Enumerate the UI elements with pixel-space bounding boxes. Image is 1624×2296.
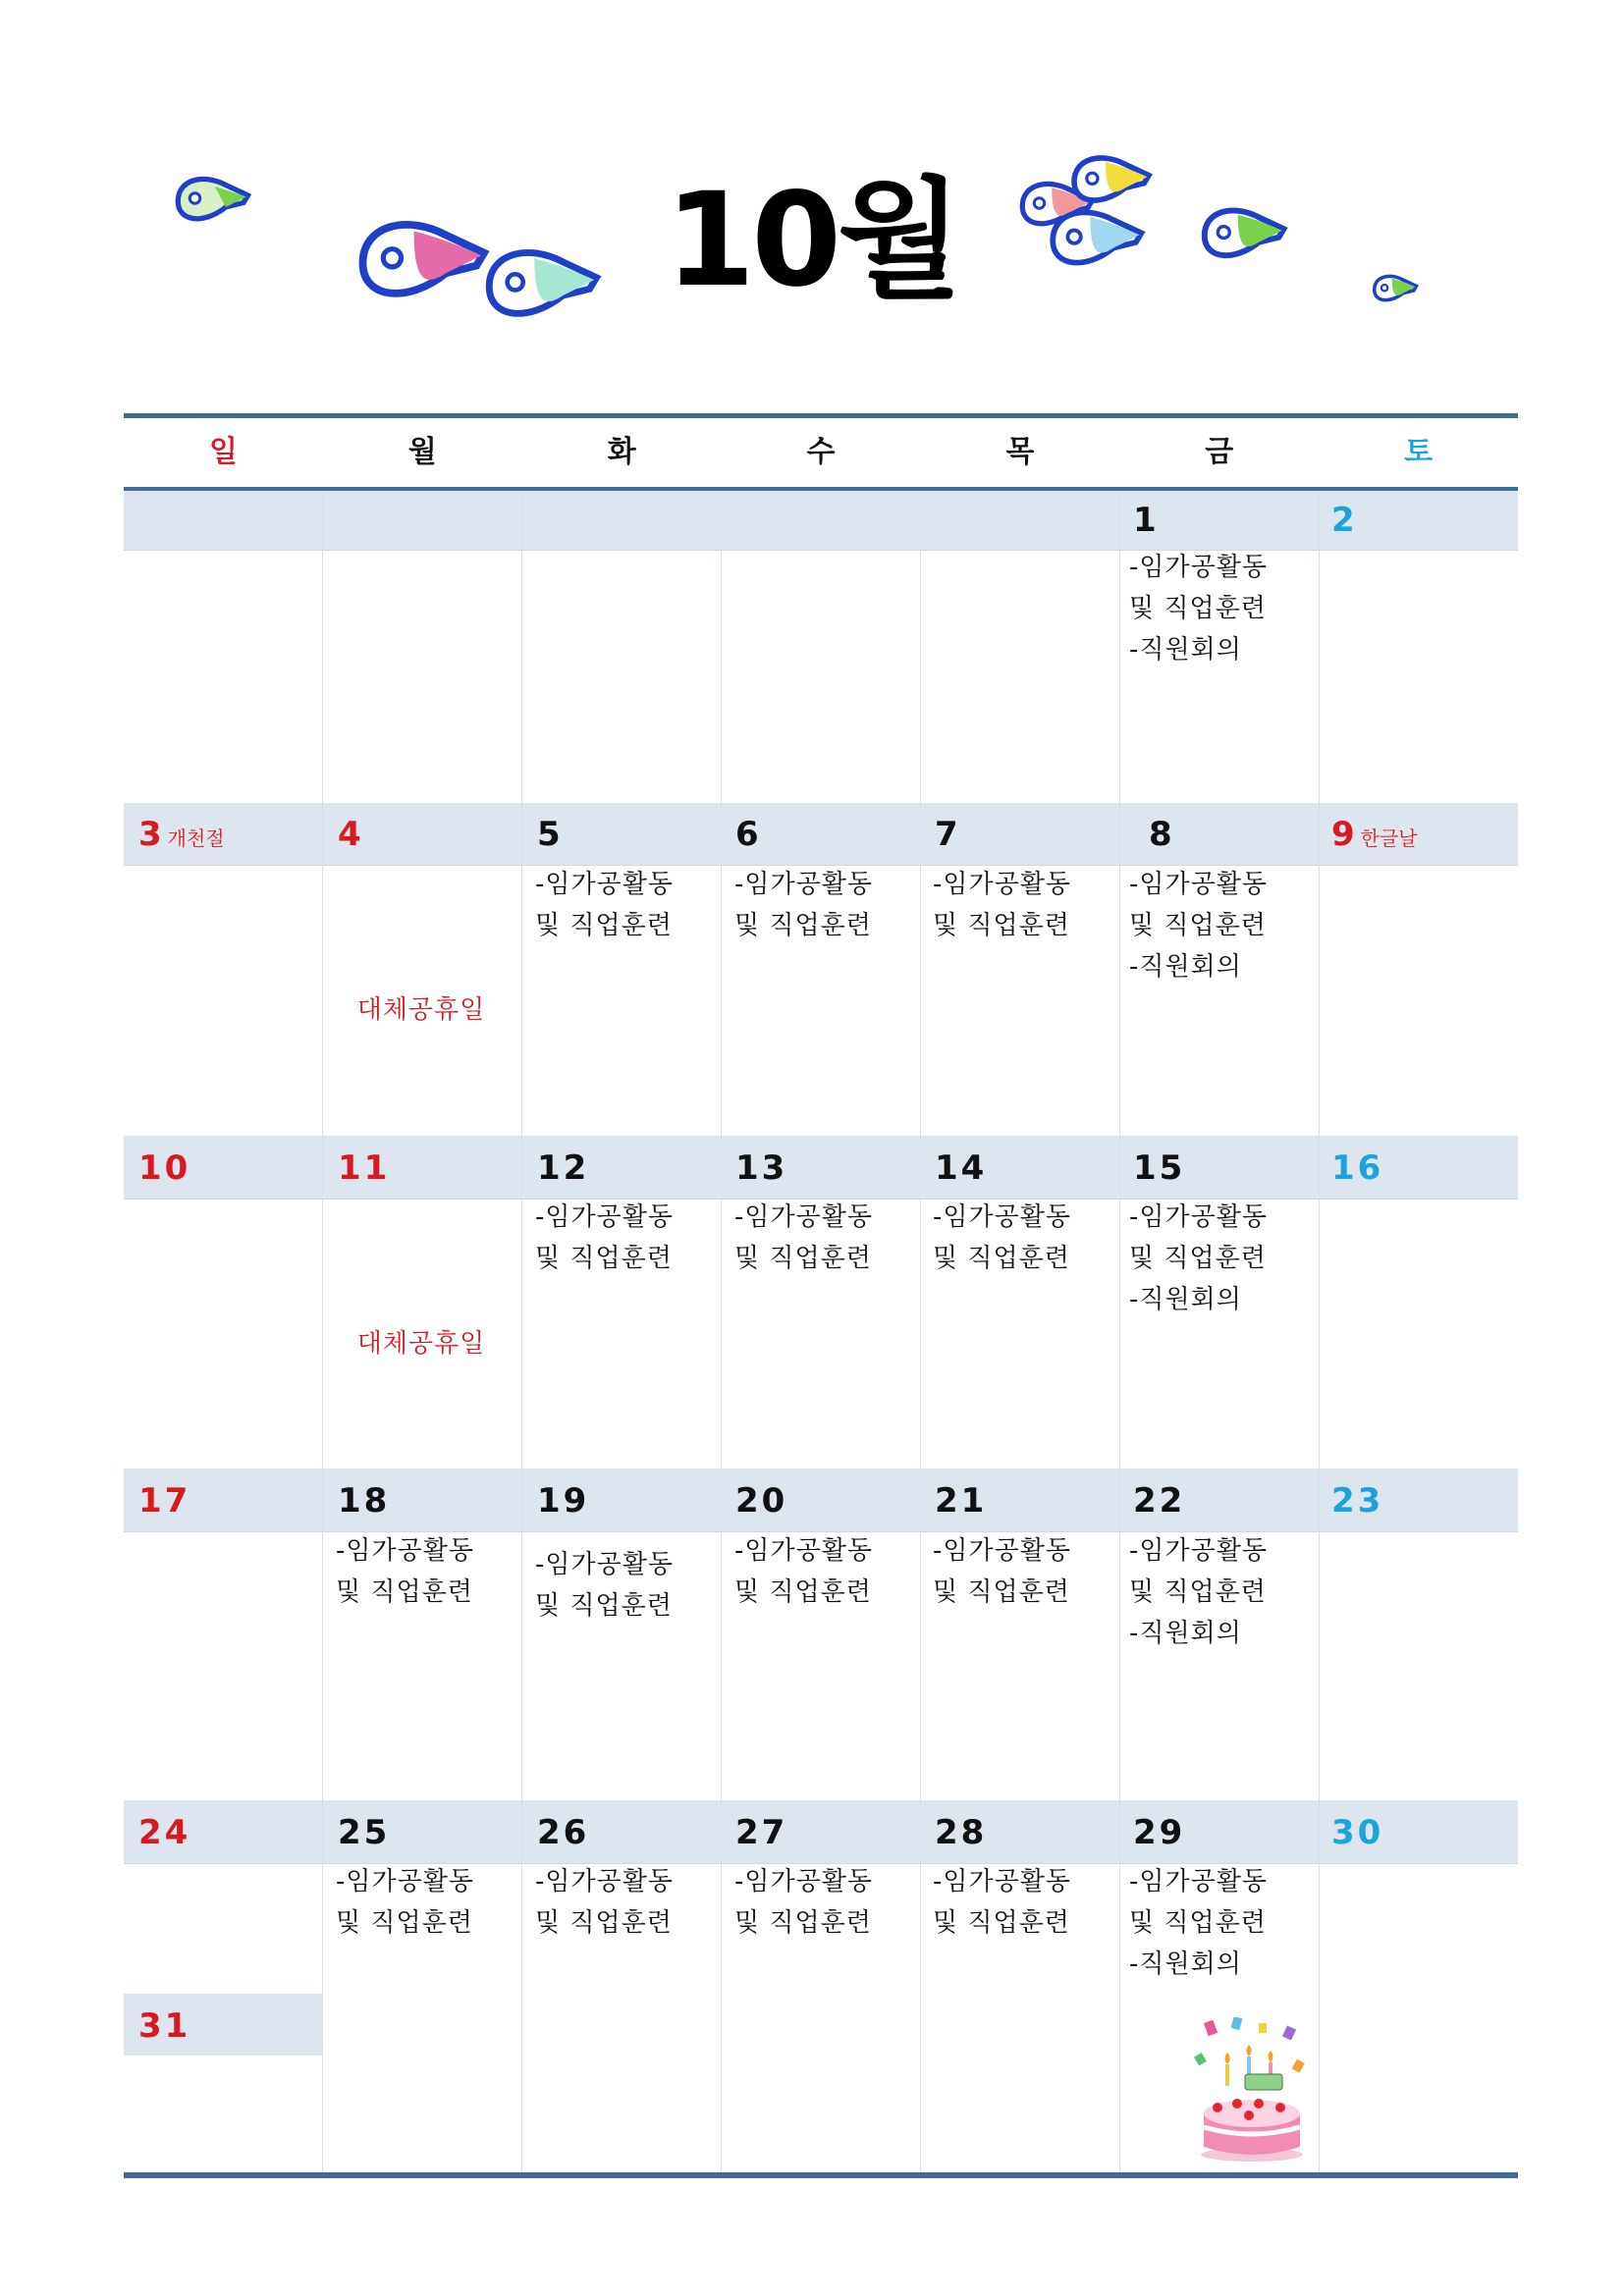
event-text: -임가공활동 및 직업훈련 (734, 1202, 873, 1273)
weekday-fri: 금 (1205, 435, 1234, 469)
event-text: -임가공활동 및 직업훈련 -직원회의 (1129, 870, 1268, 982)
day-number: 18 (338, 1481, 391, 1521)
weekday-tue: 화 (607, 435, 636, 469)
day-number: 15 (1133, 1148, 1186, 1188)
event-text: -임가공활동 및 직업훈련 -직원회의 (1129, 1202, 1268, 1314)
day-number: 11 (338, 1148, 391, 1188)
week-5-date-band (124, 1800, 1518, 1864)
grid-line (721, 491, 722, 2172)
event-text: -임가공활동 및 직업훈련 (933, 1202, 1071, 1273)
day-number: 22 (1133, 1481, 1186, 1521)
event-text: -임가공활동 및 직업훈련 (933, 1536, 1071, 1607)
event-text: -임가공활동 및 직업훈련 -직원회의 (1129, 1536, 1268, 1648)
weekday-wed: 수 (806, 435, 836, 469)
grid-line (1319, 491, 1320, 2172)
event-text: -임가공활동 및 직업훈련 (734, 870, 873, 940)
day-number: 9 한글날 (1331, 815, 1418, 854)
day-number: 3 개천절 (138, 815, 225, 854)
day-number: 5 (537, 815, 564, 854)
week-2-date-band (124, 803, 1518, 866)
weekday-mon: 월 (407, 435, 437, 469)
fish-icon (489, 252, 596, 313)
event-text: -임가공활동 및 직업훈련 (535, 870, 674, 940)
day-number: 4 (338, 815, 364, 854)
day-number: 6 (735, 815, 762, 854)
weekday-sun: 일 (208, 435, 238, 469)
birthday-cake-icon (1188, 2017, 1316, 2164)
event-text: -임가공활동 및 직업훈련 -직원회의 (1129, 1867, 1268, 1979)
day-number: 13 (735, 1148, 788, 1188)
day-number: 28 (935, 1813, 988, 1852)
fish-icon (1375, 276, 1417, 299)
event-text: -임가공활동 및 직업훈련 (734, 1867, 873, 1938)
page-title: 10월 (665, 165, 959, 316)
day-number: 29 (1133, 1813, 1186, 1852)
day-number: 16 (1331, 1148, 1384, 1188)
event-text: -임가공활동 및 직업훈련 (535, 1550, 674, 1621)
fish-icon (1074, 158, 1149, 200)
event-text: -임가공활동 및 직업훈련 (933, 1867, 1071, 1938)
weekday-sat: 토 (1404, 435, 1434, 469)
event-text: -임가공활동 및 직업훈련 (336, 1867, 474, 1938)
substitute-holiday-label: 대체공휴일 (356, 1329, 486, 1359)
grid-line (1119, 491, 1120, 2172)
day-number: 2 (1331, 501, 1358, 540)
day-number: 7 (935, 815, 961, 854)
grid-line (920, 491, 921, 2172)
day-number: 21 (935, 1481, 988, 1521)
day-number: 14 (935, 1148, 988, 1188)
holiday-name: 개천절 (167, 827, 225, 850)
week-4-date-band (124, 1468, 1518, 1532)
fish-icon (178, 179, 247, 218)
fish-icon (363, 225, 485, 294)
week-1-date-band (124, 491, 1518, 551)
day-number: 23 (1331, 1481, 1384, 1521)
week-3-date-band (124, 1136, 1518, 1200)
day-number: 26 (537, 1813, 590, 1852)
day-number: 1 (1133, 501, 1160, 540)
event-text: -임가공활동 및 직업훈련 (336, 1536, 474, 1607)
day-number: 19 (537, 1481, 590, 1521)
substitute-holiday-label: 대체공휴일 (356, 995, 486, 1025)
fish-icon (1053, 212, 1141, 262)
day-number: 24 (138, 1813, 191, 1852)
weekday-thu: 목 (1005, 435, 1035, 469)
holiday-name: 한글날 (1360, 827, 1418, 850)
day-number: 31 (138, 2006, 191, 2046)
day-number: 17 (138, 1481, 191, 1521)
day-number: 20 (735, 1481, 788, 1521)
day-number: 12 (537, 1148, 590, 1188)
event-text: -임가공활동 및 직업훈련 -직원회의 (1129, 553, 1268, 665)
grid-line (521, 491, 522, 2172)
day-number: 27 (735, 1813, 788, 1852)
calendar-bottom-rule (124, 2172, 1518, 2178)
event-text: -임가공활동 및 직업훈련 (933, 870, 1071, 940)
day-number: 30 (1331, 1813, 1384, 1852)
day-number: 8 (1149, 815, 1175, 854)
decorative-fish-group (0, 0, 1624, 353)
event-text: -임가공활동 및 직업훈련 (535, 1202, 674, 1273)
fish-icon (1205, 210, 1284, 255)
day-number: 10 (138, 1148, 191, 1188)
event-text: -임가공활동 및 직업훈련 (734, 1536, 873, 1607)
event-text: -임가공활동 및 직업훈련 (535, 1867, 674, 1938)
day-number: 25 (338, 1813, 391, 1852)
